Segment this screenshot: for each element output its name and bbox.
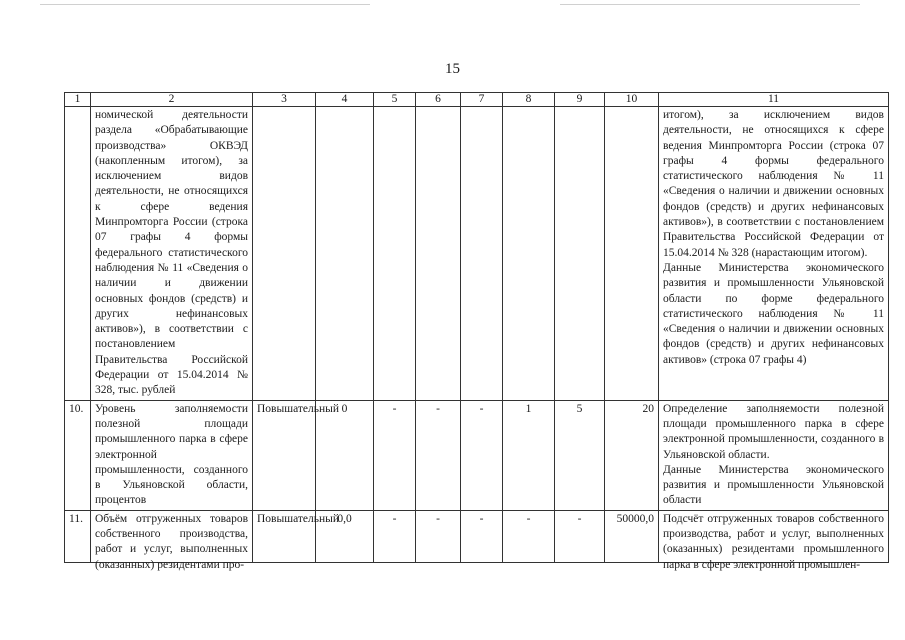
value-col-9 (555, 107, 605, 401)
value-col-4: 0 (316, 400, 374, 510)
value-col-4 (316, 107, 374, 401)
header-cell: 3 (253, 93, 316, 107)
indicator-type: Повышательный (253, 400, 316, 510)
indicator-type (253, 107, 316, 401)
source-text: Данные Министерства экономического развития и промышленности Ульяновской области по форме федерального статистического наблюдения № 11 «Сведения о наличии и движении основных фондов (средств) и других нефинансовых активов» (строка 07 графы 4) (663, 261, 884, 366)
value-col-8: 1 (503, 400, 555, 510)
header-cell: 6 (416, 93, 461, 107)
row-number: 10. (65, 400, 91, 510)
source-text: Данные Министерства экономического развития и промышленности Ульяновской области (663, 463, 884, 507)
value-col-10 (605, 107, 659, 401)
page-number: 15 (445, 61, 460, 77)
value-col-8: - (503, 510, 555, 562)
header-cell: 9 (555, 93, 605, 107)
header-cell: 8 (503, 93, 555, 107)
table-row (65, 107, 889, 401)
indicator-name: Уровень заполняемости полезной площади промышленного парка в сфере электронной промышленности, созданного в Ульяновской области, процентов (91, 400, 253, 510)
header-row (65, 93, 889, 107)
value-col-10: 20 (605, 400, 659, 510)
method-text: Определение заполняемости полезной площади промышленного парка в сфере электронной промышленности, созданного в Ульяновской области. (663, 402, 884, 461)
value-col-7 (461, 107, 503, 401)
value-col-5: - (374, 510, 416, 562)
indicator-type: Повышательный (253, 510, 316, 562)
value-col-4: 0,0 (316, 510, 374, 562)
value-col-6: - (416, 510, 461, 562)
method-text: Подсчёт отгруженных товаров собственного производства, работ и услуг, выполненных (оказанных) резидентами промышленного парка в сфере электронной промышлен- (663, 512, 884, 571)
row-number (65, 107, 91, 401)
header-cell: 4 (316, 93, 374, 107)
table-row (65, 400, 889, 510)
header-cell: 10 (605, 93, 659, 107)
method-description (659, 510, 889, 571)
value-col-7: - (461, 400, 503, 510)
scan-artifact-top-right (560, 4, 860, 5)
header-cell: 2 (91, 93, 253, 107)
method-text: итогом), за исключением видов деятельности, не относящихся к сфере ведения Минпромторга России (строка 07 графы 4 формы федерального статистического наблюдения № 11 «Сведения о наличии и движении основных фондов (средств) и других нефинансовых активов»), в соответствии с постановлением Правительства Российской Федерации от 15.04.2014 № 328 (нарастающим итогом). (663, 109, 884, 259)
value-col-8 (503, 107, 555, 401)
indicators-table (64, 92, 889, 571)
table-row (65, 510, 889, 562)
indicator-name-text: Объём отгруженных товаров собственного производства, работ и услуг, выполненных (оказанных) резидентами про- (95, 512, 248, 571)
value-col-5: - (374, 400, 416, 510)
header-cell: 1 (65, 93, 91, 107)
row-number: 11. (65, 510, 91, 562)
value-col-6: - (416, 400, 461, 510)
method-description (659, 400, 889, 510)
indicator-name: номической деятельности раздела «Обрабатывающие производства» ОКВЭД (накопленным итогом), за исключением видов деятельности, не относящихся к сфере ведения Минпромторга России (строка 07 графы 4 формы федерального статистического наблюдения № 11 «Сведения о наличии и движении основных фондов (средств) и других нефинансовых активов»), в соответствии с постановлением Правительства Российской Федерации от 15.04.2014 № 328, тыс. рублей (91, 107, 253, 401)
value-col-9: 5 (555, 400, 605, 510)
scan-artifact-top (40, 4, 370, 5)
method-description (659, 107, 889, 401)
value-col-9: - (555, 510, 605, 562)
value-col-7: - (461, 510, 503, 562)
value-col-5 (374, 107, 416, 401)
indicator-name (91, 510, 253, 571)
header-cell: 5 (374, 93, 416, 107)
value-col-10: 50000,0 (605, 510, 659, 562)
header-cell: 11 (659, 93, 889, 107)
header-cell: 7 (461, 93, 503, 107)
value-col-6 (416, 107, 461, 401)
